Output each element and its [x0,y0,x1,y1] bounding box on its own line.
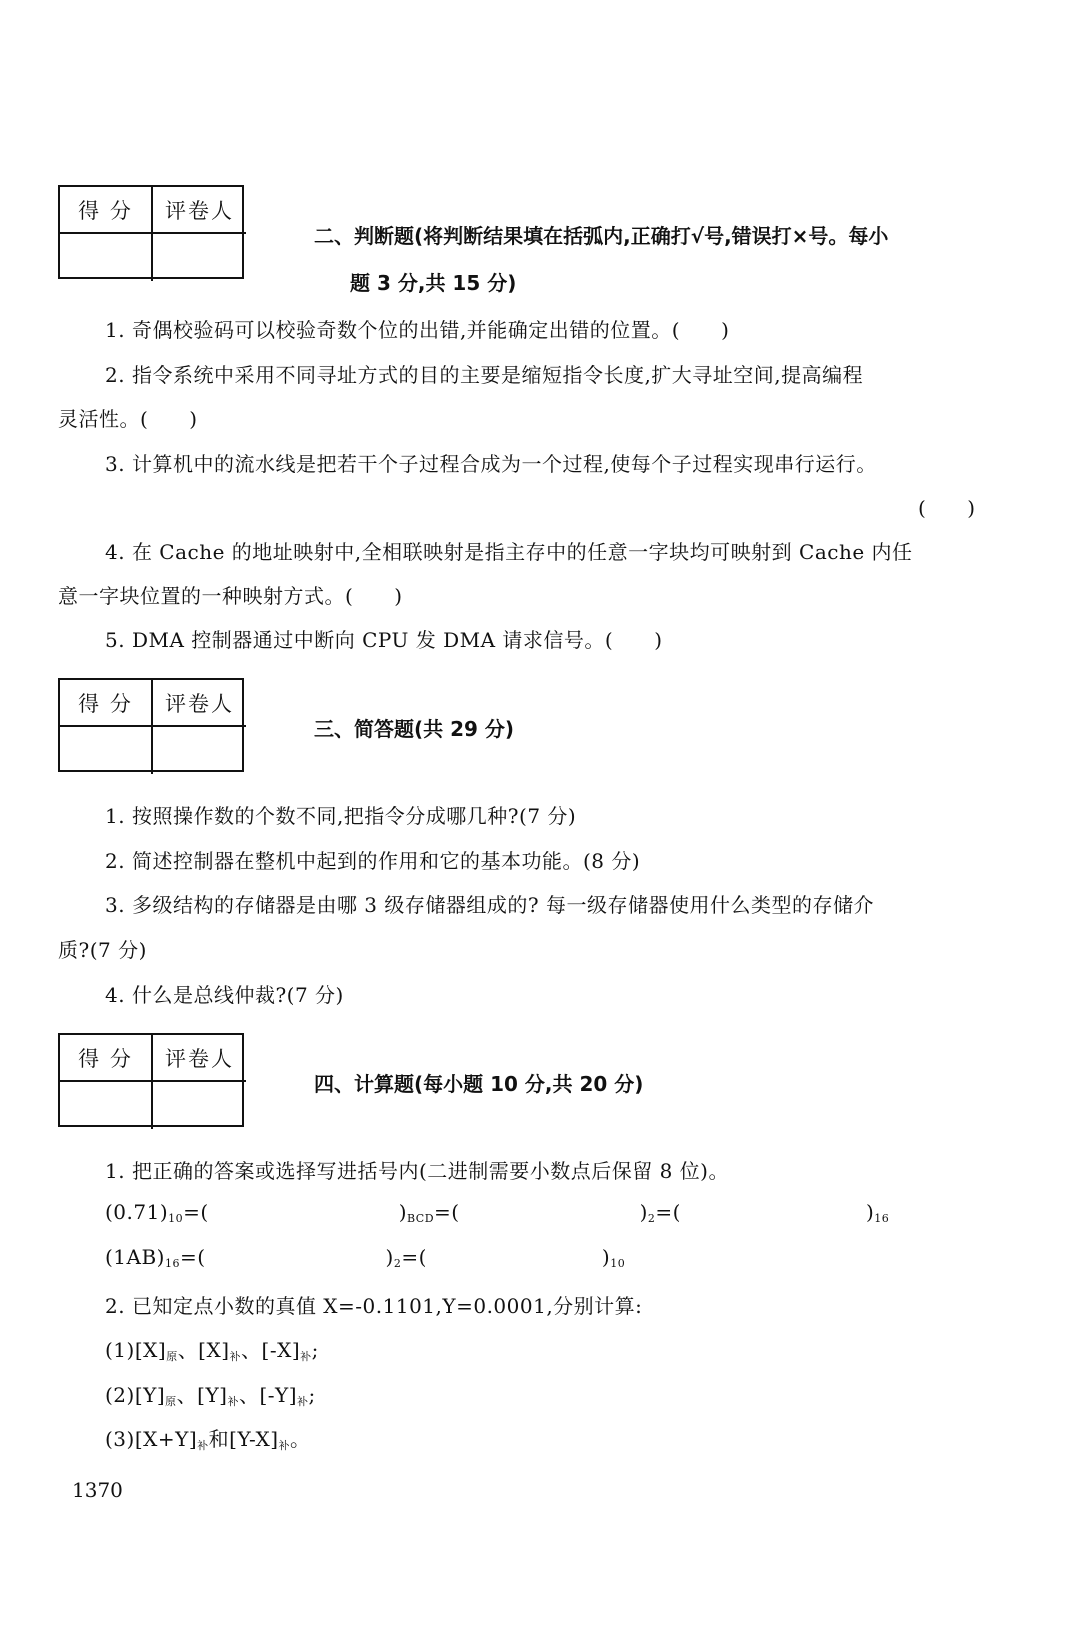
eq1-e-sub: 2 [647,1212,656,1225]
section3-heading: 三、简答题(共 29 分) [314,717,515,741]
p2-end: ; [308,1383,316,1407]
s2-q3-line2: ( ) [918,496,976,520]
p3-end: 。 [290,1427,311,1451]
eq1-g: ) [865,1200,875,1224]
p2-b-sub: 补 [227,1395,239,1408]
score-box-section3 [58,678,244,772]
s3-q1: 1. 按照操作数的个数不同,把指令分成哪几种?(7 分) [105,804,577,828]
s2-q2-line2: 灵活性。( ) [58,407,198,431]
grader-label: 评卷人 [153,680,246,727]
grader-label: 评卷人 [153,187,246,234]
p2-c-sub: 补 [297,1395,309,1408]
section4-heading: 四、计算题(每小题 10 分,共 20 分) [314,1072,644,1096]
s3-q3-line2: 质?(7 分) [58,938,147,962]
section2-heading-line1: 二、判断题(将判断结果填在括弧内,正确打√号,错误打×号。每小 [314,224,889,248]
s3-q3-line1: 3. 多级结构的存储器是由哪 3 级存储器组成的? 每一级存储器使用什么类型的存储介 [105,893,874,917]
eq2-e-sub: 10 [610,1257,626,1270]
s4-p2 [105,1379,316,1409]
eq1-c-sub: BCD [407,1212,435,1225]
p3-b-sub: 补 [278,1439,291,1452]
p1-c-sub: 补 [300,1350,312,1363]
p2-c: 、[-Y] [238,1383,298,1407]
eq2-b: =( [179,1245,206,1269]
s3-q2: 2. 简述控制器在整机中起到的作用和它的基本功能。(8 分) [105,849,641,873]
section2-heading-line2: 题 3 分,共 15 分) [350,271,517,295]
p1-b: 、[X] [177,1338,230,1362]
eq1-e: ) [639,1200,648,1224]
s2-q4-line2: 意一字块位置的一种映射方式。( ) [58,584,403,608]
s4-eq2 [105,1245,625,1270]
p2-b: 、[Y] [176,1383,228,1407]
p2-a: (2)[Y] [105,1383,166,1407]
score-cell [60,1082,153,1129]
eq1-g-sub: 16 [874,1212,890,1225]
eq1-a-sub: 10 [168,1212,184,1225]
s4-q1: 1. 把正确的答案或选择写进括号内(二进制需要小数点后保留 8 位)。 [105,1159,729,1183]
score-label: 得 分 [60,1035,153,1082]
p1-end: ; [311,1338,319,1362]
p1-c: 、[-X] [241,1338,301,1362]
eq1-b: =( [183,1200,209,1224]
eq1-c: ) [398,1200,408,1224]
grader-cell [153,727,246,774]
p2-a-sub: 原 [165,1395,177,1408]
s4-p1 [105,1334,319,1364]
s3-q4: 4. 什么是总线仲裁?(7 分) [105,983,344,1007]
s4-q2: 2. 已知定点小数的真值 X=-0.1101,Y=0.0001,分别计算: [105,1294,643,1318]
grader-label: 评卷人 [153,1035,246,1082]
s2-q1: 1. 奇偶校验码可以校验奇数个位的出错,并能确定出错的位置。( ) [105,318,730,342]
eq1-a: (0.71) [105,1200,169,1224]
score-cell [60,727,153,774]
eq2-c: ) [385,1245,394,1269]
eq1-d: =( [434,1200,460,1224]
eq2-a: (1AB) [105,1245,165,1269]
eq2-e: ) [601,1245,611,1269]
eq2-d: =( [401,1245,427,1269]
page-number: 1370 [72,1478,123,1502]
s2-q3-line1: 3. 计算机中的流水线是把若干个子过程合成为一个过程,使每个子过程实现串行运行。 [105,452,877,476]
p3-a-sub: 补 [197,1439,209,1452]
s2-q5: 5. DMA 控制器通过中断向 CPU 发 DMA 请求信号。( ) [105,628,663,652]
grader-cell [153,1082,246,1129]
p3-b: 和[Y-X] [208,1427,279,1451]
p1-b-sub: 补 [229,1350,242,1363]
p1-a: (1)[X] [105,1338,167,1362]
eq1-f: =( [655,1200,681,1224]
score-label: 得 分 [60,680,153,727]
score-box-section2 [58,185,244,279]
eq2-a-sub: 16 [164,1257,180,1270]
eq2-c-sub: 2 [393,1257,402,1270]
s2-q4-line1: 4. 在 Cache 的地址映射中,全相联映射是指主存中的任意一字块均可映射到 Cache 内任 [105,540,913,564]
score-cell [60,234,153,281]
s2-q2-line1: 2. 指令系统中采用不同寻址方式的目的主要是缩短指令长度,扩大寻址空间,提高编程 [105,363,864,387]
s4-eq1 [105,1200,889,1225]
score-box-section4 [58,1033,244,1127]
s4-p3 [105,1423,311,1453]
score-label: 得 分 [60,187,153,234]
p1-a-sub: 原 [166,1350,178,1363]
p3-a: (3)[X+Y] [105,1427,198,1451]
grader-cell [153,234,246,281]
